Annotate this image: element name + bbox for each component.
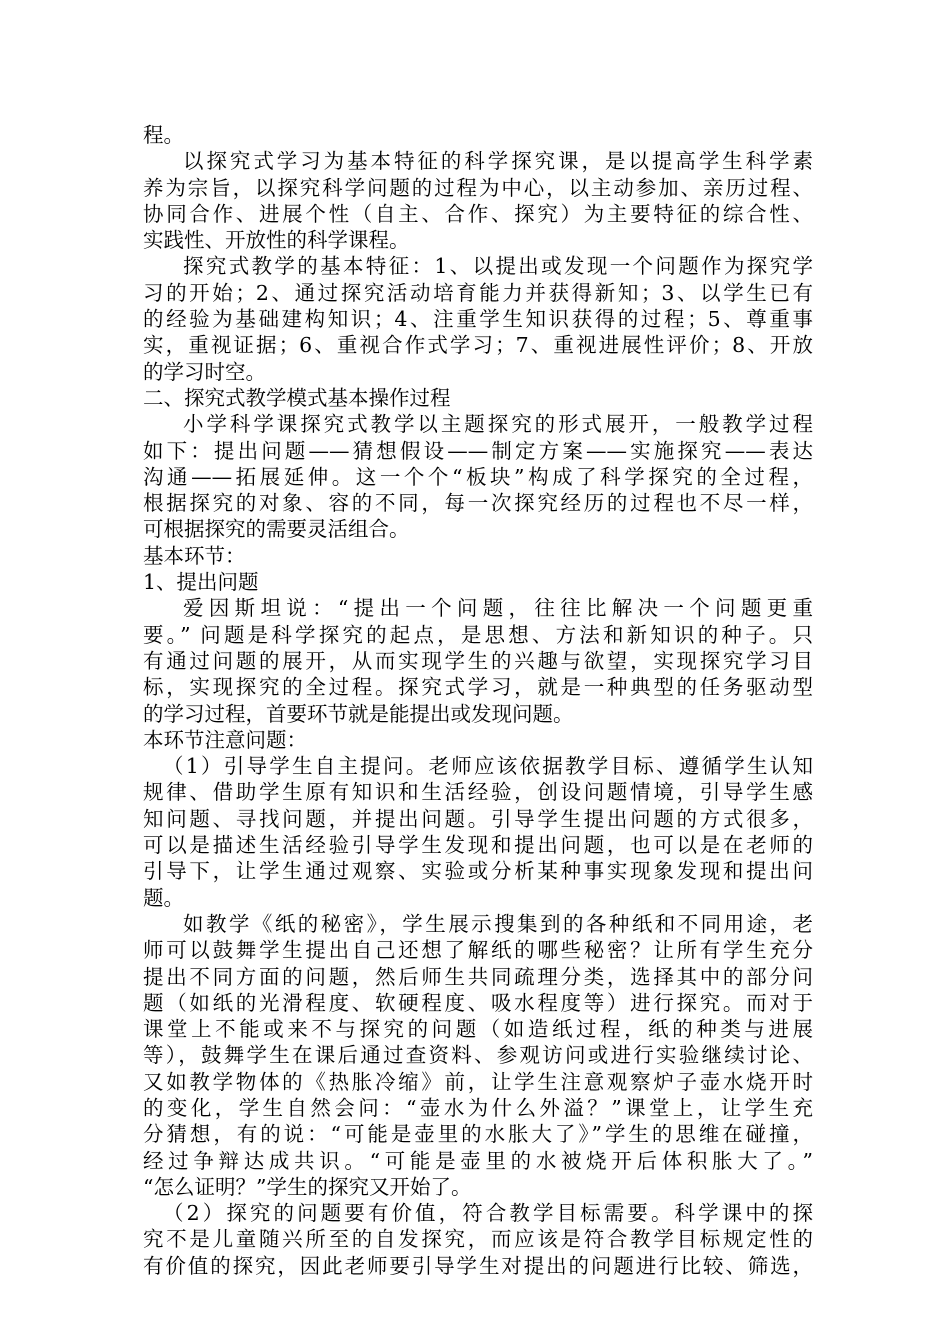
text-line: 养为宗旨，以探究科学问题的过程为中心，以主动参加、亲历过程、	[143, 175, 813, 200]
text-line: 小学科学课探究式教学以主题探究的形式展开，一般教学过程	[183, 412, 813, 437]
text-line: 又如教学物体的《热胀冷缩》前，让学生注意观察炉子壶水烧开时	[143, 1069, 813, 1094]
text-line: 有价值的探究，因此老师要引导学生对提出的问题进行比较、筛选，	[143, 1253, 813, 1278]
text-line: 题（如纸的光滑程度、软硬程度、吸水程度等）进行探究。而对于	[143, 990, 813, 1015]
text-line: 基本环节：	[143, 543, 246, 568]
text-line: 1、提出问题	[143, 570, 259, 595]
text-line: 分猜想，有的说：“可能是壶里的水胀大了》”学生的思维在碰撞，	[143, 1122, 813, 1147]
text-line: 师可以鼓舞学生提出自己还想了解纸的哪些秘密？让所有学生充分	[143, 938, 813, 963]
text-line: 本环节注意问题：	[143, 727, 307, 752]
text-line: 协同合作、进展个性（自主、合作、探究）为主要特征的综合性、	[143, 201, 813, 226]
text-line: 题。	[143, 885, 184, 910]
text-line: 提出不同方面的问题，然后师生共同疏理分类，选择其中的部分问	[143, 964, 813, 989]
text-line: 要。” 问题是科学探究的起点，是思想、方法和新知识的种子。只	[143, 622, 813, 647]
text-line: 二、探究式教学模式基本操作过程	[143, 385, 451, 410]
text-line: 实践性、开放性的科学课程。	[143, 228, 410, 253]
text-line: 可以是描述生活经验引导学生发现和提出问题，也可以是在老师的	[143, 833, 813, 858]
text-line: 引导下，让学生通过观察、实验或分析某种事实现象发现和提出问	[143, 859, 813, 884]
text-line: 知问题、寻找问题，并提出问题。引导学生提出问题的方式很多，	[143, 806, 813, 831]
text-line: 根据探究的对象、容的不同，每一次探究经历的过程也不尽一样，	[143, 491, 813, 516]
text-line: 如教学《纸的秘密》，学生展示搜集到的各种纸和不同用途，老	[183, 911, 813, 936]
text-line: 的学习过程，首要环节就是能提出或发现问题。	[143, 701, 574, 726]
text-line: 有通过问题的展开，从而实现学生的兴趣与欲望，实现探究学习目	[143, 648, 813, 673]
document-body	[143, 122, 813, 1279]
text-line: 如下：提出问题——猜想假设——制定方案——实施探究——表达	[143, 438, 813, 463]
text-line: 爱因斯坦说：“提出一个问题，往往比解决一个问题更重	[183, 596, 813, 621]
text-line: 规律、借助学生原有知识和生活经验，创设问题情境，引导学生感	[143, 780, 813, 805]
text-line: 的学习时空。	[143, 359, 266, 384]
text-line: 实，重视证据；6、重视合作式学习；7、重视进展性评价；8、开放	[143, 333, 813, 358]
text-line: 程。	[143, 123, 184, 147]
text-line: 沟通——拓展延伸。这一个个“板块”构成了科学探究的全过程，	[143, 464, 813, 489]
text-line: （1）引导学生自主提问。老师应该依据教学目标、遵循学生认知	[163, 754, 813, 779]
text-line: 课堂上不能或来不与探究的问题（如造纸过程，纸的种类与进展	[143, 1017, 813, 1042]
text-line: “怎么证明？”学生的探究又开始了。	[143, 1174, 472, 1199]
text-line: 可根据探究的需要灵活组合。	[143, 517, 410, 542]
text-line: 的变化，学生自然会问：“壶水为什么外溢？”课堂上，让学生充	[143, 1095, 813, 1120]
text-line: 等），鼓舞学生在课后通过查资料、参观访问或进行实验继续讨论、	[143, 1043, 813, 1068]
text-line: 标，实现探究的全过程。探究式学习，就是一种典型的任务驱动型	[143, 675, 813, 700]
text-line: 究不是儿童随兴所至的自发探究，而应该是符合教学目标规定性的	[143, 1227, 813, 1252]
text-line: 的经验为基础建构知识；4、注重学生知识获得的过程；5、尊重事	[143, 307, 813, 332]
text-line: 习的开始；2、通过探究活动培育能力并获得新知；3、以学生已有	[143, 280, 813, 305]
text-line: 以探究式学习为基本特征的科学探究课，是以提高学生科学素	[183, 149, 813, 174]
text-line: （2）探究的问题要有价值，符合教学目标需要。科学课中的探	[163, 1201, 813, 1226]
text-line: 探究式教学的基本特征：1、以提出或发现一个问题作为探究学	[183, 254, 813, 279]
text-line: 经过争辩达成共识。“可能是壶里的水被烧开后体积胀大了。”	[143, 1148, 813, 1173]
